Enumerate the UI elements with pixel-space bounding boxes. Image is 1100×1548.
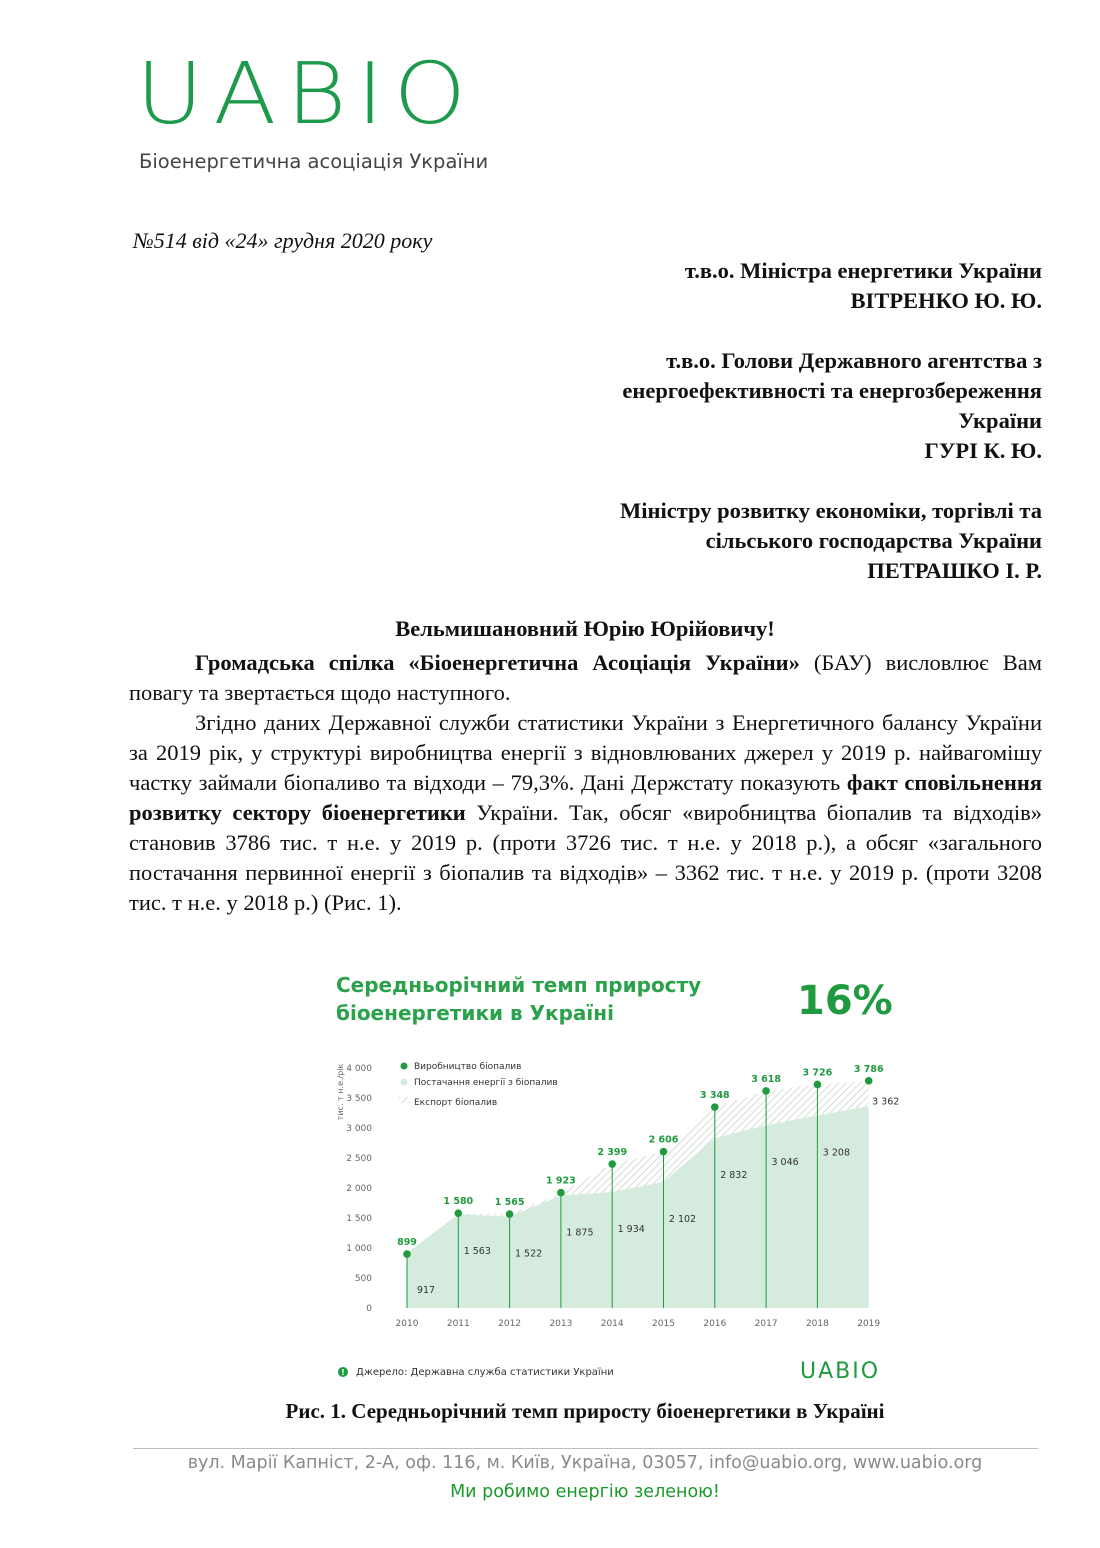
supply-value-label: 1 563 <box>463 1246 491 1258</box>
y-tick-label: 4 000 <box>346 1064 372 1074</box>
chart-logo: UABIO <box>800 1359 881 1384</box>
paragraph-2-part2: України. Так, обсяг «виробництва біопалив та відходів» становив 3786 тис. т н.е. у 2019 р. (проти 3726 тис. т н.е. у 2018 р.), а обсяг «загального постачання первинної енергії з біопалив та відходів» – 3362 тис. т н.е. у 2019 р. (проти 3208 тис. т н.е. у 2018 р.) (Рис. 1). <box>129 800 1042 915</box>
production-point <box>660 1148 668 1156</box>
production-value-label: 1 565 <box>494 1197 525 1209</box>
production-value-label: 3 786 <box>853 1063 884 1075</box>
production-point <box>506 1210 514 1218</box>
org-name-bold: Громадська спілка «Біоенергетична Асоціація України» <box>195 650 800 675</box>
addressee-line: ГУРІ К. Ю. <box>924 438 1042 463</box>
y-tick-label: 3 000 <box>346 1124 372 1134</box>
supply-value-label: 1 875 <box>566 1227 594 1239</box>
footer-slogan: Ми робимо енергію зеленою! <box>450 1482 720 1502</box>
addressee-line: України <box>958 408 1042 433</box>
legend-supply: Постачання енергії з біопалив <box>414 1078 558 1088</box>
supply-value-label: 1 934 <box>617 1223 645 1235</box>
production-point <box>557 1189 565 1197</box>
x-tick-label: 2011 <box>446 1319 470 1329</box>
production-value-label: 1 580 <box>443 1196 474 1208</box>
paragraph-2-bold: факт сповільнення розвитку сектору біоенергетики <box>129 770 1043 825</box>
logo-wordmark: UABIO <box>136 44 477 144</box>
chart-source: Джерело: Державна служба статистики України <box>356 1367 614 1378</box>
y-tick-label: 0 <box>366 1304 372 1314</box>
x-tick-label: 2013 <box>549 1319 573 1329</box>
y-tick-label: 1 000 <box>346 1244 372 1254</box>
supply-value-label: 2 102 <box>668 1213 697 1225</box>
addressee-1 <box>685 256 1042 316</box>
production-value-label: 3 726 <box>802 1067 833 1079</box>
x-tick-label: 2015 <box>652 1319 675 1329</box>
production-value-label: 3 618 <box>751 1073 781 1085</box>
addressee-2 <box>622 346 1042 466</box>
addressee-line: ВІТРЕНКО Ю. Ю. <box>850 288 1042 313</box>
chart-title-line-1: Середньорічний темп приросту <box>336 973 702 997</box>
bioenergy-growth-chart <box>330 962 910 1387</box>
supply-value-label: 3 046 <box>771 1157 799 1169</box>
production-point <box>608 1160 616 1168</box>
addressee-line: енергоефективності та енергозбереження <box>622 378 1042 403</box>
x-tick-label: 2010 <box>395 1319 419 1329</box>
figure-caption: Рис. 1. Середньорічний темп приросту біоенергетики в Україні <box>285 1399 885 1423</box>
x-tick-label: 2014 <box>600 1319 624 1329</box>
paragraph-1 <box>129 648 1042 708</box>
legend-marker-production <box>401 1063 408 1070</box>
x-tick-label: 2017 <box>754 1319 778 1329</box>
production-point <box>762 1087 770 1095</box>
source-info-glyph: ! <box>341 1368 345 1377</box>
production-value-label: 1 923 <box>546 1175 576 1187</box>
production-value-label: 2 399 <box>597 1147 628 1159</box>
legend-marker-supply <box>401 1079 408 1086</box>
production-point <box>403 1250 411 1258</box>
x-tick-label: 2019 <box>857 1319 881 1329</box>
y-tick-label: 2 000 <box>346 1184 372 1194</box>
uabio-logo <box>136 44 477 144</box>
production-point <box>814 1081 822 1089</box>
org-subtitle: Біоенергетична асоціація України <box>139 150 489 173</box>
supply-value-label: 2 832 <box>720 1170 748 1182</box>
production-value-label: 899 <box>397 1237 417 1249</box>
addressee-3 <box>620 496 1042 586</box>
chart-headline-value: 16% <box>797 978 893 1024</box>
addressee-line: т.в.о. Голови Державного агентства з <box>666 348 1042 373</box>
supply-value-label: 1 522 <box>514 1248 543 1260</box>
supply-value-label: 917 <box>416 1284 436 1296</box>
greeting: Вельмишановний Юрію Юрійовичу! <box>395 616 775 641</box>
legend-marker-export <box>399 1097 410 1103</box>
y-axis-label: тис. т н.е./рік <box>336 1063 345 1121</box>
addressee-line: т.в.о. Міністра енергетики України <box>684 258 1042 283</box>
production-point <box>865 1077 873 1085</box>
y-tick-label: 1 500 <box>346 1214 372 1224</box>
y-tick-label: 2 500 <box>346 1154 372 1164</box>
letter-reference: №514 від «24» грудня 2020 року <box>133 228 433 253</box>
production-value-label: 3 348 <box>699 1090 730 1102</box>
letter-body <box>129 648 1042 918</box>
chart-title-line-2: біоенергетики в Україні <box>336 1001 614 1025</box>
paragraph-2 <box>129 708 1042 918</box>
paragraph-2-part1: Згідно даних Державної служби статистики України з Енергетичного балансу України за 2019 рік, у структурі виробництва енергії з відновлюваних джерел у 2019 р. найвагомішу частку займали біопаливо та відходи – 79,3%. Дані Держстату показують <box>129 710 1042 795</box>
legend-export: Експорт біопалив <box>414 1098 498 1108</box>
addressee-line: Міністру розвитку економіки, торгівлі та <box>620 498 1042 523</box>
production-value-label: 2 606 <box>648 1134 679 1146</box>
supply-value-label: 3 362 <box>872 1096 900 1108</box>
x-tick-label: 2016 <box>703 1319 727 1329</box>
supply-area <box>407 1106 869 1308</box>
production-point <box>711 1103 719 1111</box>
addressee-line: сільського господарства України <box>705 528 1042 553</box>
footer-address: вул. Марії Капніст, 2-А, оф. 116, м. Київ, Україна, 03057, info@uabio.org, www.uabio.org <box>187 1453 983 1473</box>
paragraph-1-rest: (БАУ) висловлює Вам повагу та звертається щодо наступного. <box>129 650 1042 705</box>
chart-legend <box>399 1062 558 1108</box>
legend-production: Виробництво біопалив <box>414 1062 522 1072</box>
footer-divider <box>133 1448 1038 1449</box>
supply-value-label: 3 208 <box>822 1147 851 1159</box>
y-tick-label: 3 500 <box>346 1094 372 1104</box>
production-point <box>455 1209 463 1217</box>
y-tick-label: 500 <box>354 1274 372 1284</box>
x-tick-label: 2018 <box>805 1319 829 1329</box>
addressee-line: ПЕТРАШКО І. Р. <box>867 558 1042 583</box>
x-tick-label: 2012 <box>498 1319 522 1329</box>
